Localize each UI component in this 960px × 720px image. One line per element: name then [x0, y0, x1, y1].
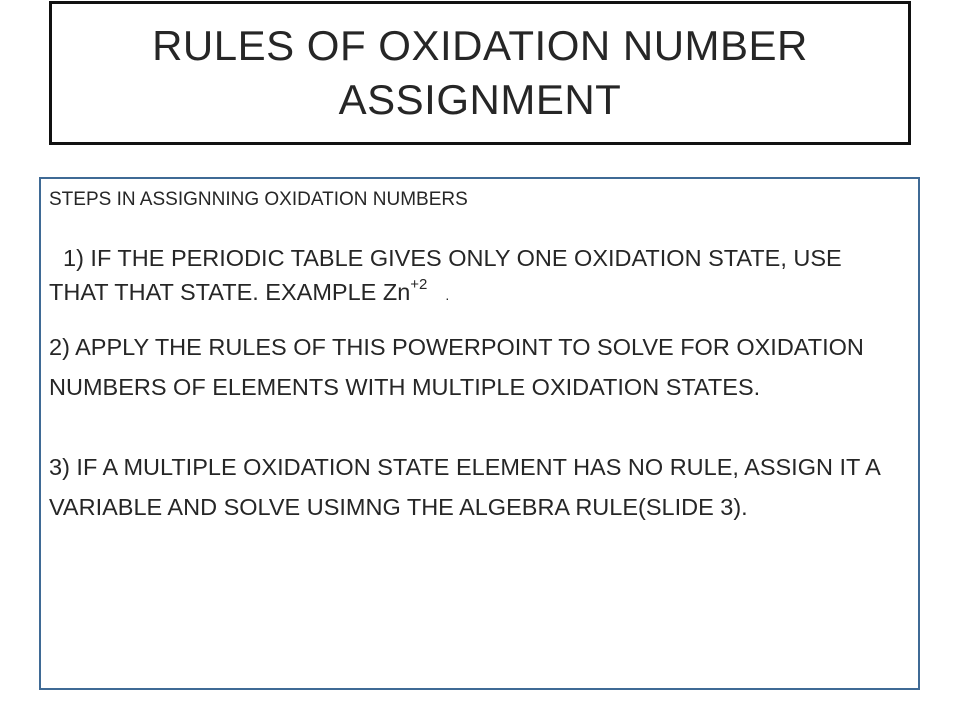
step-3: 3) IF A MULTIPLE OXIDATION STATE ELEMENT HAS NO RULE, ASSIGN IT A VARIABLE AND SOLVE USIMNG THE ALGEBRA RULE(SLIDE 3). [49, 454, 880, 520]
step-1-superscript: +2 [410, 276, 428, 293]
step-1 [49, 241, 906, 312]
steps-heading: STEPS IN ASSIGNNING OXIDATION NUMBERS [49, 189, 468, 210]
step-1-text: 1) IF THE PERIODIC TABLE GIVES ONLY ONE OXIDATION STATE, USE THAT THAT STATE. EXAMPLE Zn [49, 245, 842, 305]
step-1-trailing: . [445, 287, 450, 303]
content-box [39, 177, 920, 690]
step-2: 2) APPLY THE RULES OF THIS POWERPOINT TO SOLVE FOR OXIDATION NUMBERS OF ELEMENTS WITH MULTIPLE OXIDATION STATES. [49, 334, 864, 400]
title-box [49, 1, 911, 145]
slide-title: RULES OF OXIDATION NUMBER ASSIGNMENT [152, 22, 808, 123]
